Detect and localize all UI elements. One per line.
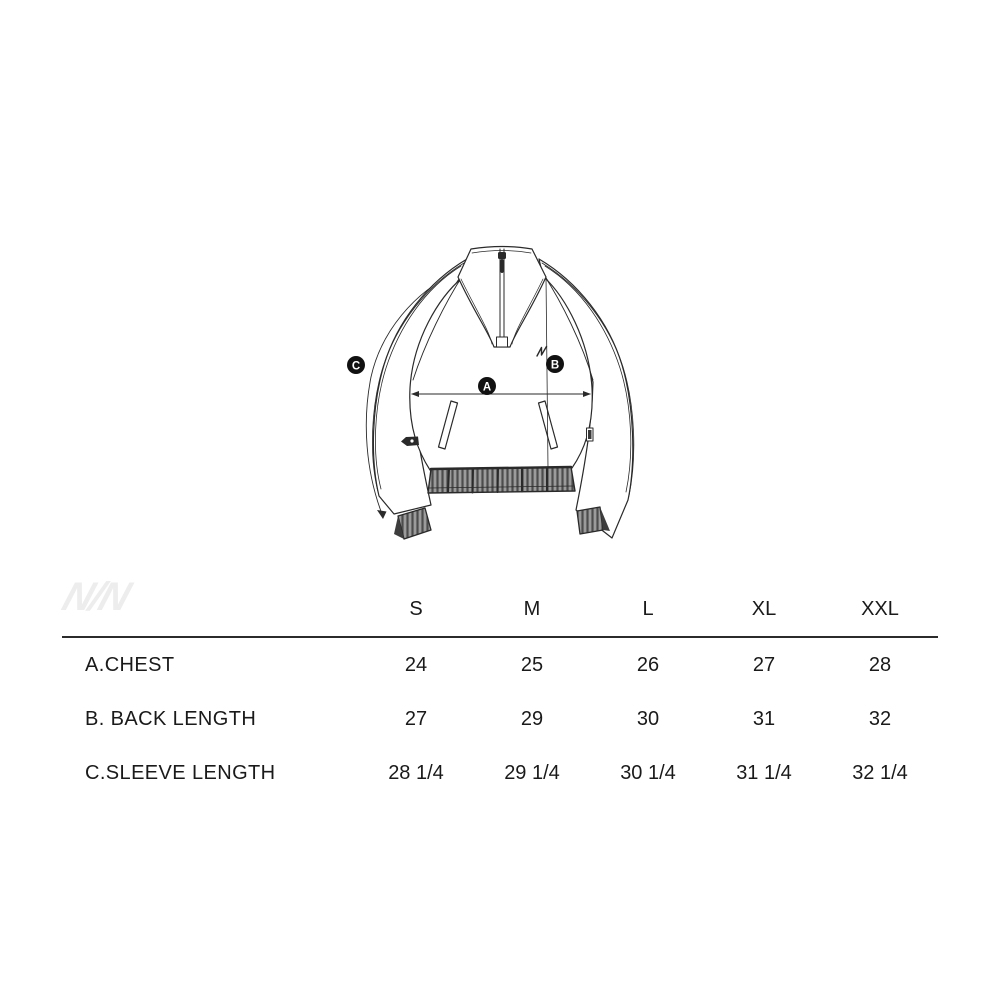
- row-label-chest: A.CHEST: [85, 653, 175, 676]
- chest-value-xxl: 28: [868, 653, 892, 676]
- table-row-chest: [62, 638, 938, 692]
- left-cuff-rib: [398, 508, 431, 539]
- brand-logo: N/N: [57, 575, 135, 619]
- chest-value-s: 24: [404, 653, 428, 676]
- marker-c-label: C: [351, 360, 361, 373]
- back-length-value-xxl: 32: [868, 707, 892, 730]
- sleeve-length-value-l: 30 1/4: [620, 761, 676, 784]
- right-cuff-rib: [577, 507, 603, 534]
- size-chart-header-row: [62, 582, 938, 636]
- table-row-sleeve-length: [62, 746, 938, 800]
- sleeve-length-value-s: 28 1/4: [388, 761, 444, 784]
- chest-value-xl: 27: [752, 653, 776, 676]
- chest-value-m: 25: [520, 653, 544, 676]
- table-row-back-length: [62, 692, 938, 746]
- column-header-xxl: XXL: [861, 597, 899, 620]
- marker-b-label: B: [550, 359, 560, 372]
- side-seam-tag-fill: [588, 430, 592, 439]
- zipper-slider: [498, 252, 506, 259]
- garment-diagram: [340, 215, 670, 575]
- back-length-value-l: 30: [636, 707, 660, 730]
- back-length-value-xl: 31: [752, 707, 776, 730]
- back-length-value-s: 27: [404, 707, 428, 730]
- marker-a-label: A: [482, 381, 492, 394]
- waistband-rib: [428, 467, 575, 493]
- drawcord-toggle-hole: [410, 439, 413, 442]
- zipper-pull-tab: [501, 259, 504, 273]
- sleeve-length-value-m: 29 1/4: [504, 761, 560, 784]
- sleeve-length-value-xxl: 32 1/4: [852, 761, 908, 784]
- back-length-value-m: 29: [520, 707, 544, 730]
- sleeve-length-value-xl: 31 1/4: [736, 761, 792, 784]
- column-header-xl: XL: [751, 597, 777, 620]
- row-label-sleeve-length: C.SLEEVE LENGTH: [85, 761, 276, 784]
- chest-value-l: 26: [636, 653, 660, 676]
- zipper-garage: [497, 337, 508, 347]
- size-chart-table: [62, 582, 938, 800]
- column-header-m: M: [523, 597, 541, 620]
- column-header-l: L: [642, 597, 654, 620]
- sleeve-length-arrow-bottom: [377, 510, 387, 519]
- column-header-s: S: [409, 597, 423, 620]
- row-label-back-length: B. BACK LENGTH: [85, 707, 257, 730]
